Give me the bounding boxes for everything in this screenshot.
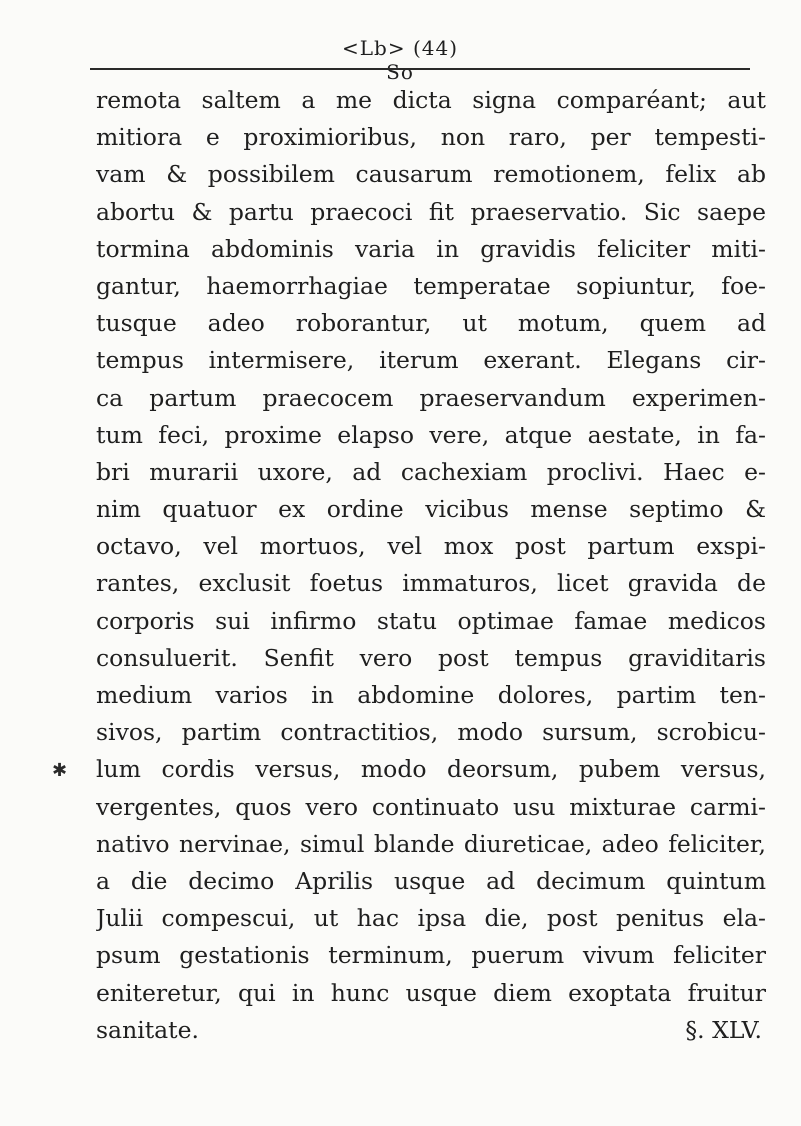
text-line: gantur, haemorrhagiae temperatae sopiuntur, foe- (96, 271, 766, 300)
header-rule (90, 68, 750, 70)
text-line: psum gestationis terminum, puerum vivum feliciter (96, 941, 766, 970)
text-line: tum feci, proxime elapso vere, atque aestate, in fa- (96, 420, 766, 449)
text-line: sivos, partim contractitios, modo sursum, scrobicu- (96, 718, 766, 747)
closing-word: sanitate. (96, 1015, 199, 1044)
section-marker: §. XLV. (685, 1015, 762, 1044)
text-line: octavo, vel mortuos, vel mox post partum exspi- (96, 532, 766, 561)
text-line: tusque adeo roborantur, ut motum, quem ad (96, 309, 766, 338)
text-line-last (96, 1012, 766, 1049)
text-line: tempus intermisere, iterum exerant. Elegans cir- (96, 346, 766, 375)
text-line: eniteretur, qui in hunc usque diem exoptata fruitur (96, 978, 766, 1007)
text-line: remota saltem a me dicta signa comparéant; aut (96, 86, 766, 114)
margin-mark: ✱ (52, 760, 68, 781)
text-line: rantes, exclusit foetus immaturos, licet gravida de (96, 569, 766, 598)
page-header (90, 34, 750, 84)
page-number: <Lb> (44) So (341, 36, 458, 84)
text-line: medium varios in abdomine dolores, partim ten- (96, 681, 766, 709)
text-line: vam & possibilem causarum remotionem, felix ab (96, 160, 766, 189)
text-line: mitiora e proximioribus, non raro, per tempesti- (96, 123, 766, 152)
text-line: corporis sui infirmo statu optimae famae medicos (96, 606, 766, 635)
text-line: lum cordis versus, modo deorsum, pubem versus, (96, 755, 766, 784)
text-line: bri murarii uxore, ad cachexiam proclivi. Haec e- (96, 457, 766, 486)
text-line: vergentes, quos vero continuato usu mixturae carmi- (96, 792, 766, 821)
body-text (96, 82, 766, 1049)
text-line: consuluerit. Senfit vero post tempus graviditaris (96, 643, 766, 672)
text-line: tormina abdominis varia in gravidis feliciter miti- (96, 234, 766, 263)
text-line: ca partum praecocem praeservandum experimen- (96, 383, 766, 412)
text-line: abortu & partu praecoci fit praeservatio. Sic saepe (96, 197, 766, 226)
text-line: nim quatuor ex ordine vicibus mense septimo & (96, 495, 766, 524)
text-line: a die decimo Aprilis usque ad decimum quintum (96, 866, 766, 895)
text-line: nativo nervinae, simul blande diureticae, adeo feliciter, (96, 829, 766, 858)
text-line: Julii compescui, ut hac ipsa die, post penitus ela- (96, 904, 766, 933)
